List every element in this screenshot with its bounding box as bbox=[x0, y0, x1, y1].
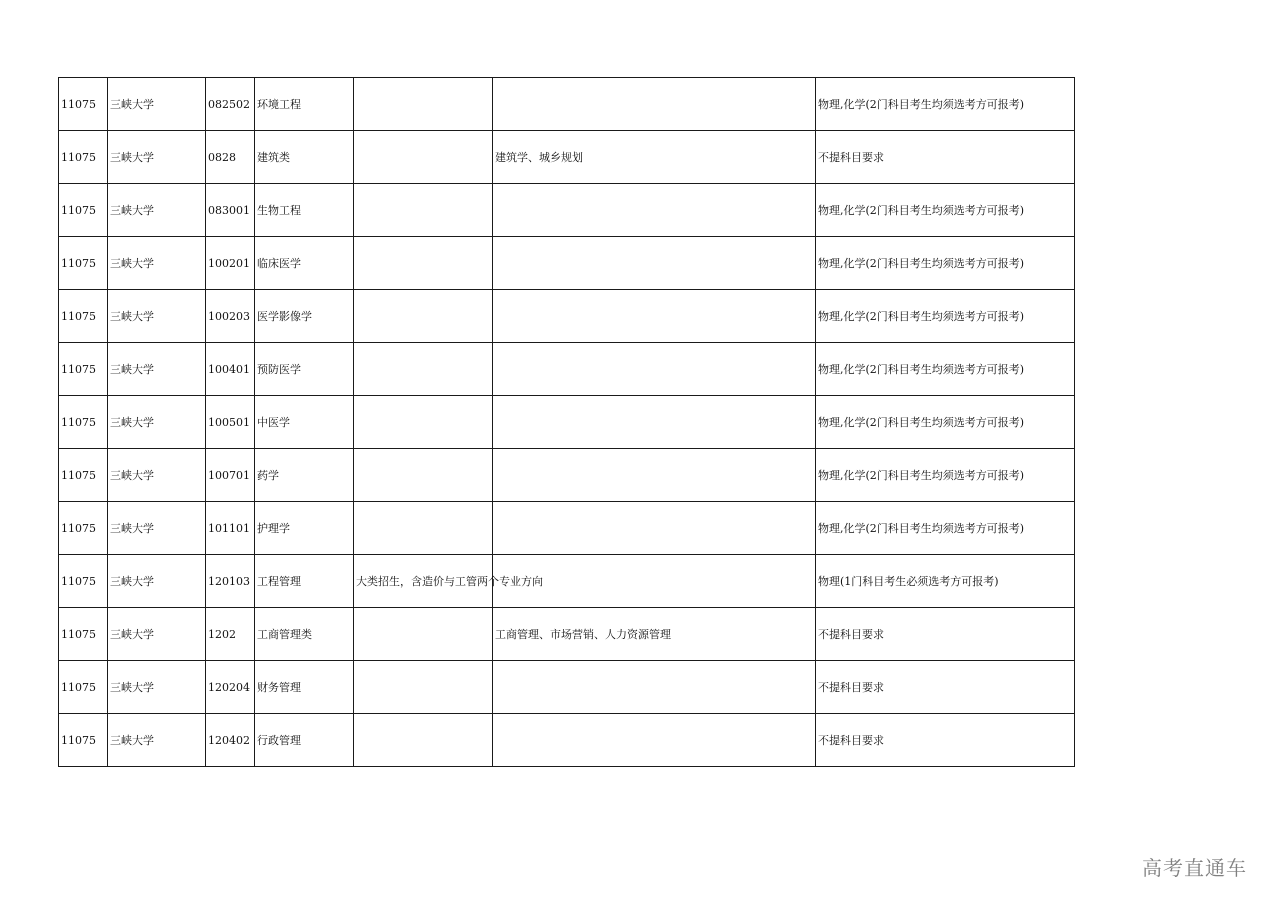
subject-requirement-cell: 不提科目要求 bbox=[816, 608, 1075, 661]
table-row bbox=[59, 78, 1075, 131]
school-code-cell: 11075 bbox=[59, 714, 108, 767]
major-name-cell: 临床医学 bbox=[255, 237, 354, 290]
subject-requirement-cell: 不提科目要求 bbox=[816, 661, 1075, 714]
school-code-cell: 11075 bbox=[59, 78, 108, 131]
included-majors-cell bbox=[493, 290, 816, 343]
school-code-cell: 11075 bbox=[59, 396, 108, 449]
school-code-cell: 11075 bbox=[59, 661, 108, 714]
table-row bbox=[59, 396, 1075, 449]
note-cell bbox=[354, 131, 493, 184]
major-code-cell: 120402 bbox=[206, 714, 255, 767]
included-majors-cell bbox=[493, 396, 816, 449]
school-name-cell: 三峡大学 bbox=[108, 449, 206, 502]
included-majors-cell bbox=[493, 184, 816, 237]
table-row bbox=[59, 555, 1075, 608]
included-majors-cell bbox=[493, 714, 816, 767]
subject-requirement-cell: 物理,化学(2门科目考生均须选考方可报考) bbox=[816, 396, 1075, 449]
included-majors-cell bbox=[493, 237, 816, 290]
school-code-cell: 11075 bbox=[59, 502, 108, 555]
table-body bbox=[59, 78, 1075, 767]
subject-requirement-cell: 物理,化学(2门科目考生均须选考方可报考) bbox=[816, 343, 1075, 396]
major-name-cell: 中医学 bbox=[255, 396, 354, 449]
included-majors-cell: 建筑学、城乡规划 bbox=[493, 131, 816, 184]
table-row bbox=[59, 449, 1075, 502]
school-name-cell: 三峡大学 bbox=[108, 78, 206, 131]
school-code-cell: 11075 bbox=[59, 449, 108, 502]
major-name-cell: 行政管理 bbox=[255, 714, 354, 767]
major-name-cell: 环境工程 bbox=[255, 78, 354, 131]
note-cell bbox=[354, 449, 493, 502]
school-code-cell: 11075 bbox=[59, 290, 108, 343]
major-code-cell: 0828 bbox=[206, 131, 255, 184]
major-name-cell: 财务管理 bbox=[255, 661, 354, 714]
major-code-cell: 082502 bbox=[206, 78, 255, 131]
major-name-cell: 护理学 bbox=[255, 502, 354, 555]
major-name-cell: 工程管理 bbox=[255, 555, 354, 608]
major-code-cell: 100203 bbox=[206, 290, 255, 343]
table-row bbox=[59, 714, 1075, 767]
included-majors-cell bbox=[493, 661, 816, 714]
table-row bbox=[59, 184, 1075, 237]
school-name-cell: 三峡大学 bbox=[108, 131, 206, 184]
table-row bbox=[59, 502, 1075, 555]
school-code-cell: 11075 bbox=[59, 343, 108, 396]
school-name-cell: 三峡大学 bbox=[108, 555, 206, 608]
table-row bbox=[59, 608, 1075, 661]
major-code-cell: 120103 bbox=[206, 555, 255, 608]
note-cell bbox=[354, 237, 493, 290]
major-code-cell: 120204 bbox=[206, 661, 255, 714]
major-code-cell: 100401 bbox=[206, 343, 255, 396]
major-name-cell: 预防医学 bbox=[255, 343, 354, 396]
note-cell bbox=[354, 396, 493, 449]
subject-requirement-cell: 不提科目要求 bbox=[816, 131, 1075, 184]
note-cell bbox=[354, 502, 493, 555]
school-name-cell: 三峡大学 bbox=[108, 237, 206, 290]
school-code-cell: 11075 bbox=[59, 131, 108, 184]
major-code-cell: 100501 bbox=[206, 396, 255, 449]
table-row bbox=[59, 131, 1075, 184]
subject-requirement-cell: 物理,化学(2门科目考生均须选考方可报考) bbox=[816, 237, 1075, 290]
subject-requirement-cell: 物理,化学(2门科目考生均须选考方可报考) bbox=[816, 290, 1075, 343]
major-name-cell: 药学 bbox=[255, 449, 354, 502]
included-majors-cell bbox=[493, 449, 816, 502]
major-code-cell: 083001 bbox=[206, 184, 255, 237]
note-cell: 大类招生，含造价与工管两个专业方向 bbox=[354, 555, 493, 608]
major-code-cell: 100701 bbox=[206, 449, 255, 502]
note-cell bbox=[354, 343, 493, 396]
subject-requirement-cell: 物理,化学(2门科目考生均须选考方可报考) bbox=[816, 184, 1075, 237]
note-cell bbox=[354, 661, 493, 714]
included-majors-cell bbox=[493, 502, 816, 555]
school-name-cell: 三峡大学 bbox=[108, 502, 206, 555]
subject-requirement-cell: 物理,化学(2门科目考生均须选考方可报考) bbox=[816, 78, 1075, 131]
school-name-cell: 三峡大学 bbox=[108, 714, 206, 767]
major-code-cell: 100201 bbox=[206, 237, 255, 290]
note-cell bbox=[354, 608, 493, 661]
subject-requirement-cell: 物理,化学(2门科目考生均须选考方可报考) bbox=[816, 449, 1075, 502]
included-majors-cell: 工商管理、市场营销、人力资源管理 bbox=[493, 608, 816, 661]
major-name-cell: 医学影像学 bbox=[255, 290, 354, 343]
table-row bbox=[59, 237, 1075, 290]
note-cell bbox=[354, 290, 493, 343]
included-majors-cell bbox=[493, 78, 816, 131]
school-name-cell: 三峡大学 bbox=[108, 608, 206, 661]
table-row bbox=[59, 290, 1075, 343]
school-name-cell: 三峡大学 bbox=[108, 396, 206, 449]
note-cell bbox=[354, 184, 493, 237]
subject-requirement-cell: 物理,化学(2门科目考生均须选考方可报考) bbox=[816, 502, 1075, 555]
major-code-cell: 1202 bbox=[206, 608, 255, 661]
school-name-cell: 三峡大学 bbox=[108, 290, 206, 343]
subject-requirement-cell: 不提科目要求 bbox=[816, 714, 1075, 767]
school-code-cell: 11075 bbox=[59, 608, 108, 661]
note-cell bbox=[354, 714, 493, 767]
major-code-cell: 101101 bbox=[206, 502, 255, 555]
school-name-cell: 三峡大学 bbox=[108, 661, 206, 714]
table-row bbox=[59, 343, 1075, 396]
watermark-text: 高考直通车 bbox=[1142, 856, 1247, 880]
table-row bbox=[59, 661, 1075, 714]
school-code-cell: 11075 bbox=[59, 184, 108, 237]
major-name-cell: 建筑类 bbox=[255, 131, 354, 184]
included-majors-cell bbox=[493, 343, 816, 396]
major-name-cell: 生物工程 bbox=[255, 184, 354, 237]
school-code-cell: 11075 bbox=[59, 555, 108, 608]
school-name-cell: 三峡大学 bbox=[108, 343, 206, 396]
admission-table bbox=[58, 77, 1075, 767]
major-name-cell: 工商管理类 bbox=[255, 608, 354, 661]
school-name-cell: 三峡大学 bbox=[108, 184, 206, 237]
note-cell bbox=[354, 78, 493, 131]
subject-requirement-cell: 物理(1门科目考生必须选考方可报考) bbox=[816, 555, 1075, 608]
school-code-cell: 11075 bbox=[59, 237, 108, 290]
